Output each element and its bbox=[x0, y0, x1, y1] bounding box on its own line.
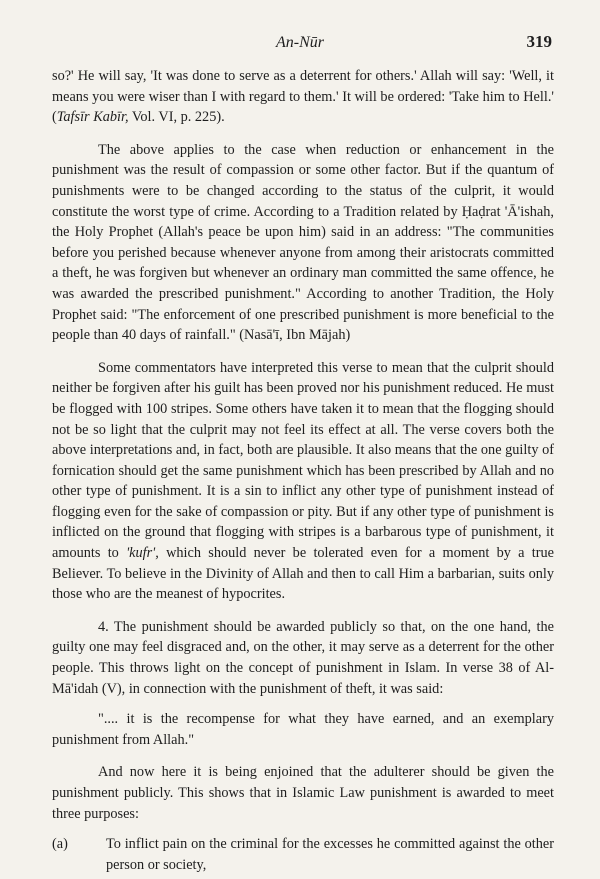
running-header bbox=[0, 30, 600, 52]
paragraph-3-text: Some commentators have interpreted this verse to mean that the culprit should neither be forgiven after his guilt has been proved nor his punishment reduced. He must be flogged with 100 stripes. Some others have taken it to mean that the flogging should not be so light that the culprit may not feel its effect at all. The verse covers both the above interpretations and, in fact, both are plausible. It also means that the one guilty of fornication should get the same punishment which has been prescribed by Allah and no other type of punishment. It is a sin to inflict any other type of punishment instead of flogging even for the sake of compassion or pity. But if any other type of punishment is inflicted on the ground that flogging with stripes is a barbarous type of punishment, it amounts to bbox=[52, 359, 554, 562]
paragraph-1 bbox=[52, 66, 554, 128]
paragraph-5: And now here it is being enjoined that the adulterer should be given the punishment publicly. This shows that in Islamic Law punishment is awarded to meet three purposes: bbox=[52, 764, 554, 822]
paragraph-3 bbox=[52, 358, 554, 605]
paragraph-1-text: so?' He will say, 'It was done to serve as a deterrent for others.' Allah will say: 'Well, it means you were wiser than I with regard to them.' It will be ordered: 'Take him to Hell.' ( bbox=[52, 68, 554, 126]
list-item-label: (a) bbox=[52, 836, 68, 853]
paragraph-1-citation: Vol. VI, p. 225). bbox=[128, 109, 225, 126]
running-title: An-Nūr bbox=[276, 34, 324, 51]
paragraph-4: 4. The punishment should be awarded publicly so that, on the one hand, the guilty one may feel disgraced and, on the other, it may serve as a deterrent for the other people. This throws light on the concept of punishment in Islam. In verse 38 of Al-Mā'idah (V), in connection with the punishment of theft, it was said: bbox=[52, 618, 554, 697]
list-item-text: To inflict pain on the criminal for the excesses he committed against the other person or society, bbox=[106, 836, 554, 873]
page-number: 319 bbox=[526, 32, 552, 51]
tafsir-kabir-reference: Tafsīr Kabīr, bbox=[56, 109, 129, 126]
paragraph-2: The above applies to the case when reduction or enhancement in the punishment was the result of compassion or some other factor. But if the quantum of punishments were to be changed according to the status of the culprit, it would constitute the worst type of crime. According to a Tradition related by Ḥaḍrat 'Ā'ishah, the Holy Prophet (Allah's peace be upon him) said in an address: "The communities before you perished because whenever anyone from among their aristocrats committed a theft, he was forgiven but whenever an ordinary man committed the same offence, he was awarded the prescribed punishment." According to another Tradition, the Holy Prophet said: "The enforcement of one prescribed punishment is more beneficial to the people than 40 days of rainfall." (Nasā'ī, Ibn Mājah) bbox=[52, 141, 554, 344]
body-text bbox=[52, 66, 554, 875]
list-item bbox=[52, 834, 554, 875]
quotation: ".... it is the recompense for what they have earned, and an exemplary punishment from Allah." bbox=[52, 711, 554, 748]
paragraph-3-text-end: which should never be tolerated even for a moment by a true Believer. To believe in the Divinity of Allah and then to call Him a barbarian, suits only those who are the meanest of hypocrites. bbox=[52, 545, 554, 603]
kufr-term: 'kufr', bbox=[126, 545, 159, 562]
